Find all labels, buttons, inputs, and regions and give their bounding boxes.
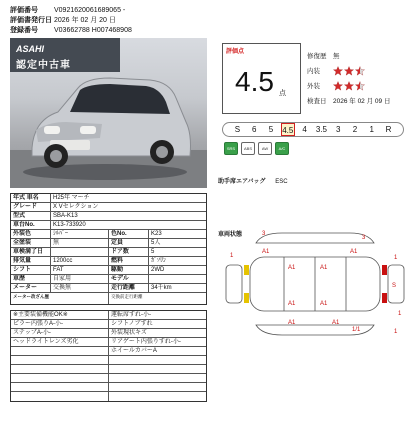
star-icon [355,81,365,91]
notes-table [10,310,207,402]
meter-label: メーター [11,284,51,292]
note-right: シフトノブすれ [111,321,153,327]
paint-value: 無 [51,239,109,247]
grade-option: 5 [268,125,274,134]
model-label: 型式 [11,212,51,220]
distance-value: 34千km [151,285,172,291]
chassis-value: K13-733920 [53,222,86,228]
spec-row-model [11,212,206,221]
exterior-label: 外装 [307,83,320,90]
mark-text: A1 [320,265,328,271]
equipment-icon: ABS [241,142,255,155]
inspect-label: 検査日 [307,98,327,105]
colorno-value: K23 [151,231,162,237]
note-right [109,392,206,401]
meter-value: 交換無 [51,284,109,292]
issue-date-value: 2026 年 02 月 20 日 [54,17,116,24]
equipment-icons [224,142,289,155]
note-row [11,356,206,365]
note-right: ホイールカバーA [111,348,157,354]
interior-rating [333,66,365,76]
mark-text: 1/1 [352,327,361,333]
usage-value: 自家用 [51,275,109,283]
note-left [11,392,109,401]
mark-text: 1 [398,311,402,317]
fuel-value: ｶﾞｿﾘﾝ [151,258,167,264]
note-left [11,383,109,391]
inspection-expiry-value [51,248,109,256]
condition-title: 車両状態 [218,232,243,238]
color-value: ｼﾙﾊﾞｰ [51,230,109,238]
grade-option: 1 [369,125,374,134]
note-row [11,365,206,374]
distance-label: 走行距離 [109,284,149,292]
model-year-label: モデル [109,275,149,283]
star-icon [355,66,365,76]
score-unit: 点 [279,90,286,97]
inspect-row [307,93,407,108]
note-row [11,347,206,356]
note-row [11,311,206,320]
year-value: H25年 マーチ [53,195,90,201]
equipment-icon: AW [258,142,272,155]
note-left: ステップA-小- [11,329,109,337]
note-left: ピラー内張りA-小- [11,320,109,328]
note-row [11,320,206,329]
note-left [11,347,109,355]
mark-text: A1 [350,249,358,255]
inspect-value: 2026 年 02 月 09 日 [333,98,391,105]
spec-row-year [11,194,206,203]
inspection-expiry-label: 車検満了日 [11,248,51,256]
mark-text: A1 [320,301,328,307]
interior-label: 内装 [307,68,320,75]
pre-exchange-distance-label: 交換前走行距離 [111,294,143,299]
airbag-label: 助手席エアバッグ [218,179,266,185]
note-right: 外装現状キズ [111,330,147,336]
spec-row-displacement [11,257,206,266]
repair-value: 無 [333,53,340,60]
repair-label: 修復歴 [307,53,327,60]
shift-label: シフト [11,266,51,274]
eval-no-label: 評価番号 [10,7,38,14]
spec-table [10,193,207,305]
exterior-rating [333,81,365,91]
front-view [226,265,242,303]
mark-text: A1 [288,301,296,307]
grade-option: 4.5 [281,123,295,136]
issue-date-label: 評価書発行日 [10,17,52,24]
note-row [11,329,206,338]
note-row [11,392,206,401]
grade-scale [222,122,404,137]
score-box [222,43,301,114]
front-lamp-right [244,293,249,303]
interior-row [307,63,407,78]
star-icon [333,66,343,76]
vehicle-damage-diagram [222,229,412,339]
spec-row-grade [11,203,206,212]
drive-label: 駆動 [109,266,149,274]
star-icon [344,81,354,91]
capacity-label: 定員 [109,239,149,247]
car-photo [10,38,207,188]
capacity-value: 5人 [151,240,161,246]
certified-used-car-text: 認定中古車 [16,60,71,71]
note-left [11,374,109,382]
shift-value: FAT [51,266,109,274]
note-left: ヘッドライトレンズ劣化 [11,338,109,346]
score-label: 評価点 [226,49,245,55]
spec-row-notes [11,293,206,304]
spec-row-meter [11,284,206,293]
grade-value: X Vセレクション [53,204,99,210]
spec-row-shift [11,266,206,275]
grade-label: グレード [11,203,51,211]
rear-lamp-left [382,265,387,275]
equipment-icon: A/C [275,142,289,155]
model-year-value [149,275,206,283]
grade-option: S [234,125,241,134]
evaluation-info [307,48,407,108]
spec-row-usage [11,275,206,284]
mark-text: 3 [362,235,366,241]
note-right [109,356,206,364]
note-left: ※主要装備機能OK※ [11,311,109,319]
grade-option: 3.5 [315,125,327,134]
car-outline [226,233,404,335]
eval-no-value: V0921620061689065 - [54,7,126,14]
header-row-reg-no [10,26,210,36]
note-row [11,338,206,347]
meter-tamper-label: メーター改ざん歴 [11,293,109,304]
front-lamp-left [244,265,249,275]
mark-text: 1 [394,329,398,335]
model-value: SBA-K13 [53,213,78,219]
mark-text: 1 [230,253,234,259]
side-view-top [256,233,374,243]
equipment-icon: SRS [224,142,238,155]
grade-option: 2 [352,125,358,134]
mark-text: A1 [262,249,270,255]
star-icon [344,66,354,76]
note-right [109,383,206,391]
mark-text: A1 [288,320,296,326]
score-value: 4.5 [235,66,274,97]
spec-row-inspection [11,248,206,257]
rear-lamp-right [382,293,387,303]
grade-option: 6 [251,125,257,134]
displacement-label: 排気量 [11,257,51,265]
lamp-marks [244,265,387,303]
reg-no-label: 登録番号 [10,27,38,34]
grade-option: 3 [335,125,341,134]
header-row-issue-date [10,16,210,26]
spec-row-chassis [11,221,206,230]
note-row [11,383,206,392]
dealer-logo: ASAHI [16,44,45,54]
airbag-value: ESC [275,179,288,185]
grade-option: 4 [302,125,307,134]
mark-text: 3 [262,231,266,237]
fuel-label: 燃料 [109,257,149,265]
chassis-label: 車台No. [11,221,51,229]
repair-row [307,48,407,63]
colorno-label: 色No. [109,230,149,238]
spec-row-color [11,230,206,239]
note-right [109,365,206,373]
door-value: 5 [151,249,155,255]
dealer-banner [10,38,120,72]
star-icon [333,81,343,91]
airbag-row [218,176,288,185]
spec-row-paint [11,239,206,248]
color-label: 外装色 [11,230,51,238]
note-left [11,356,109,364]
damage-marks [230,231,402,335]
mark-text: 1 [394,255,398,261]
note-left [11,365,109,373]
header-row-eval-no [10,6,210,16]
usage-label: 車歴 [11,275,51,283]
note-right [109,374,206,382]
paint-label: 全塗装 [11,239,51,247]
note-right: リアゲート内張りすれ-小- [111,339,181,345]
mark-text: A1 [288,265,296,271]
grade-option: R [385,125,392,134]
reg-no-value: V03662788 H007468908 [54,27,132,34]
drive-value: 2WD [151,267,165,273]
door-label: ドア数 [109,248,149,256]
exterior-row [307,78,407,93]
report-header [10,6,210,36]
note-right: 運転席すれ-小- [111,312,151,318]
mark-text: A1 [332,320,340,326]
mark-text: S [392,283,397,289]
note-row [11,374,206,383]
displacement-value: 1200cc [51,257,109,265]
year-label: 年式 車名 [11,194,51,202]
